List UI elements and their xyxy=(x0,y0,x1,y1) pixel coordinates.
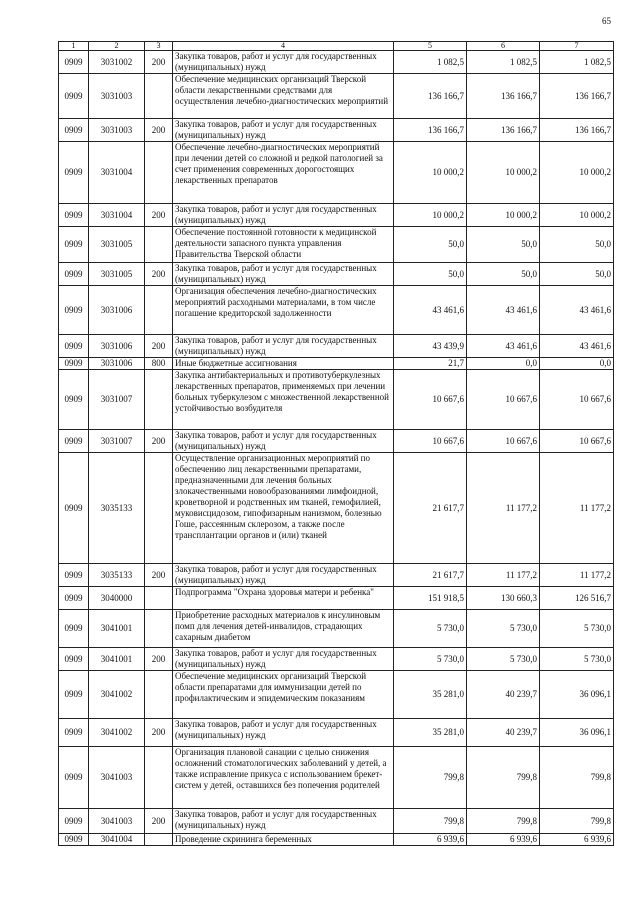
value-cell: 43 461,6 xyxy=(467,286,540,335)
table-header-row xyxy=(59,42,614,51)
value-cell: 35 281,0 xyxy=(394,671,467,719)
value-cell: 5 730,0 xyxy=(467,648,540,671)
value-cell: 10 000,2 xyxy=(394,142,467,204)
section-cell: 0909 xyxy=(59,671,89,719)
code-cell: 3041004 xyxy=(89,834,145,846)
table-row xyxy=(59,335,614,358)
value-cell: 6 939,6 xyxy=(394,834,467,846)
name-cell: Закупка товаров, работ и услуг для государственных (муниципальных) нужд xyxy=(173,648,394,671)
column-header: 3 xyxy=(145,42,173,51)
column-header: 2 xyxy=(89,42,145,51)
value-cell: 126 516,7 xyxy=(540,587,614,610)
table-row xyxy=(59,227,614,263)
name-cell: Закупка товаров, работ и услуг для государственных (муниципальных) нужд xyxy=(173,809,394,834)
value-cell: 136 166,7 xyxy=(467,119,540,142)
value-cell: 36 096,1 xyxy=(540,671,614,719)
value-cell: 43 461,6 xyxy=(467,335,540,358)
section-cell: 0909 xyxy=(59,358,89,370)
section-cell: 0909 xyxy=(59,564,89,587)
code-cell: 3041003 xyxy=(89,809,145,834)
value-cell: 50,0 xyxy=(540,227,614,263)
value-cell: 799,8 xyxy=(394,747,467,809)
code-cell: 3031006 xyxy=(89,286,145,335)
name-cell: Подпрограмма "Охрана здоровья матери и ребенка" xyxy=(173,587,394,610)
type-cell: 200 xyxy=(145,204,173,227)
type-cell xyxy=(145,671,173,719)
value-cell: 21,7 xyxy=(394,358,467,370)
value-cell: 10 000,2 xyxy=(394,204,467,227)
type-cell: 200 xyxy=(145,564,173,587)
table-row xyxy=(59,358,614,370)
type-cell: 200 xyxy=(145,430,173,453)
value-cell: 40 239,7 xyxy=(467,719,540,747)
code-cell: 3031003 xyxy=(89,119,145,142)
type-cell xyxy=(145,370,173,430)
name-cell: Закупка товаров, работ и услуг для государственных (муниципальных) нужд xyxy=(173,204,394,227)
section-cell: 0909 xyxy=(59,286,89,335)
section-cell: 0909 xyxy=(59,834,89,846)
value-cell: 136 166,7 xyxy=(394,119,467,142)
type-cell xyxy=(145,227,173,263)
section-cell: 0909 xyxy=(59,74,89,119)
table-row xyxy=(59,370,614,430)
section-cell: 0909 xyxy=(59,51,89,74)
code-cell: 3031006 xyxy=(89,358,145,370)
name-cell: Обеспечение медицинских организаций Тверской области лекарственными средствами для осуществления лечебно-диагностических мероприятий xyxy=(173,74,394,119)
value-cell: 10 667,6 xyxy=(540,430,614,453)
section-cell: 0909 xyxy=(59,370,89,430)
value-cell: 5 730,0 xyxy=(394,610,467,648)
table-row xyxy=(59,747,614,809)
table-row xyxy=(59,51,614,74)
section-cell: 0909 xyxy=(59,453,89,564)
value-cell: 799,8 xyxy=(540,809,614,834)
table-row xyxy=(59,430,614,453)
code-cell: 3041001 xyxy=(89,648,145,671)
value-cell: 10 667,6 xyxy=(394,370,467,430)
code-cell: 3031006 xyxy=(89,335,145,358)
value-cell: 1 082,5 xyxy=(540,51,614,74)
table-row xyxy=(59,142,614,204)
table-row xyxy=(59,809,614,834)
section-cell: 0909 xyxy=(59,747,89,809)
page-number: 65 xyxy=(602,16,611,26)
value-cell: 136 166,7 xyxy=(467,74,540,119)
value-cell: 799,8 xyxy=(540,747,614,809)
table-row xyxy=(59,564,614,587)
section-cell: 0909 xyxy=(59,335,89,358)
code-cell: 3035133 xyxy=(89,564,145,587)
value-cell: 10 000,2 xyxy=(467,204,540,227)
column-header: 1 xyxy=(59,42,89,51)
value-cell: 5 730,0 xyxy=(540,610,614,648)
type-cell: 800 xyxy=(145,358,173,370)
section-cell: 0909 xyxy=(59,227,89,263)
value-cell: 10 667,6 xyxy=(540,370,614,430)
column-header: 5 xyxy=(394,42,467,51)
name-cell: Закупка товаров, работ и услуг для государственных (муниципальных) нужд xyxy=(173,719,394,747)
value-cell: 799,8 xyxy=(467,747,540,809)
value-cell: 36 096,1 xyxy=(540,719,614,747)
code-cell: 3041002 xyxy=(89,671,145,719)
value-cell: 6 939,6 xyxy=(540,834,614,846)
value-cell: 5 730,0 xyxy=(467,610,540,648)
type-cell: 200 xyxy=(145,119,173,142)
name-cell: Проведение скрининга беременных xyxy=(173,834,394,846)
code-cell: 3040000 xyxy=(89,587,145,610)
value-cell: 130 660,3 xyxy=(467,587,540,610)
code-cell: 3031004 xyxy=(89,142,145,204)
name-cell: Закупка товаров, работ и услуг для государственных (муниципальных) нужд xyxy=(173,119,394,142)
code-cell: 3031007 xyxy=(89,430,145,453)
type-cell xyxy=(145,74,173,119)
column-header: 7 xyxy=(540,42,614,51)
name-cell: Обеспечение постоянной готовности к медицинской деятельности запасного пункта управления Правительства Тверской области xyxy=(173,227,394,263)
value-cell: 11 177,2 xyxy=(540,564,614,587)
code-cell: 3031004 xyxy=(89,204,145,227)
table-row xyxy=(59,834,614,846)
type-cell: 200 xyxy=(145,263,173,286)
value-cell: 0,0 xyxy=(467,358,540,370)
value-cell: 10 667,6 xyxy=(394,430,467,453)
code-cell: 3041001 xyxy=(89,610,145,648)
value-cell: 40 239,7 xyxy=(467,671,540,719)
value-cell: 136 166,7 xyxy=(540,119,614,142)
value-cell: 43 461,6 xyxy=(540,335,614,358)
value-cell: 50,0 xyxy=(540,263,614,286)
section-cell: 0909 xyxy=(59,648,89,671)
name-cell: Обеспечение медицинских организаций Тверской области препаратами для иммунизации детей по профилактическим и эпидемическим показаниям xyxy=(173,671,394,719)
value-cell: 21 617,7 xyxy=(394,564,467,587)
code-cell: 3031002 xyxy=(89,51,145,74)
value-cell: 35 281,0 xyxy=(394,719,467,747)
value-cell: 136 166,7 xyxy=(394,74,467,119)
section-cell: 0909 xyxy=(59,587,89,610)
name-cell: Организация плановой санации с целью снижения осложнений стоматологических заболеваний у детей, а также исправление прикуса с использованием брекет-систем у детей, оставшихся без попечения родителей xyxy=(173,747,394,809)
table-row xyxy=(59,648,614,671)
section-cell: 0909 xyxy=(59,119,89,142)
value-cell: 136 166,7 xyxy=(540,74,614,119)
name-cell: Закупка товаров, работ и услуг для государственных (муниципальных) нужд xyxy=(173,430,394,453)
value-cell: 21 617,7 xyxy=(394,453,467,564)
code-cell: 3031005 xyxy=(89,227,145,263)
code-cell: 3031003 xyxy=(89,74,145,119)
name-cell: Осуществление организационных мероприятий по обеспечению лиц лекарственными препаратами, предназначенными для лечения больных злокачественными новообразованиями лимфоидной, кроветворной и родственных им тканей, гемофилией, муковисцидозом, гипофизарным нанизмом, болезнью Гоше, рассеянным склерозом, а также после трансплантации органов и (или) тканей xyxy=(173,453,394,564)
name-cell: Приобретение расходных материалов к инсулиновым помп для лечения детей-инвалидов, страдающих сахарным диабетом xyxy=(173,610,394,648)
section-cell: 0909 xyxy=(59,142,89,204)
code-cell: 3031007 xyxy=(89,370,145,430)
value-cell: 50,0 xyxy=(394,227,467,263)
value-cell: 10 000,2 xyxy=(540,204,614,227)
value-cell: 43 461,6 xyxy=(394,286,467,335)
table-row xyxy=(59,74,614,119)
table-row xyxy=(59,286,614,335)
section-cell: 0909 xyxy=(59,263,89,286)
value-cell: 10 667,6 xyxy=(467,430,540,453)
table-row xyxy=(59,719,614,747)
value-cell: 0,0 xyxy=(540,358,614,370)
value-cell: 799,8 xyxy=(394,809,467,834)
code-cell: 3041002 xyxy=(89,719,145,747)
value-cell: 799,8 xyxy=(467,809,540,834)
value-cell: 50,0 xyxy=(467,227,540,263)
table-row xyxy=(59,263,614,286)
budget-table xyxy=(58,41,614,846)
type-cell: 200 xyxy=(145,648,173,671)
name-cell: Иные бюджетные ассигнования xyxy=(173,358,394,370)
value-cell: 43 439,9 xyxy=(394,335,467,358)
column-header: 4 xyxy=(173,42,394,51)
name-cell: Закупка товаров, работ и услуг для государственных (муниципальных) нужд xyxy=(173,564,394,587)
name-cell: Закупка товаров, работ и услуг для государственных (муниципальных) нужд xyxy=(173,51,394,74)
type-cell xyxy=(145,453,173,564)
type-cell: 200 xyxy=(145,51,173,74)
name-cell: Закупка товаров, работ и услуг для государственных (муниципальных) нужд xyxy=(173,263,394,286)
table-row xyxy=(59,671,614,719)
name-cell: Закупка товаров, работ и услуг для государственных (муниципальных) нужд xyxy=(173,335,394,358)
value-cell: 11 177,2 xyxy=(467,453,540,564)
name-cell: Организация обеспечения лечебно-диагностических мероприятий расходными материалами, в том числе погашение кредиторской задолженности xyxy=(173,286,394,335)
code-cell: 3041003 xyxy=(89,747,145,809)
type-cell xyxy=(145,747,173,809)
type-cell xyxy=(145,834,173,846)
name-cell: Закупка антибактериальных и противотуберкулезных лекарственных препаратов, применяемых при лечении больных туберкулезом с множественной лекарственной устойчивостью возбудителя xyxy=(173,370,394,430)
section-cell: 0909 xyxy=(59,430,89,453)
value-cell: 11 177,2 xyxy=(467,564,540,587)
value-cell: 1 082,5 xyxy=(394,51,467,74)
value-cell: 10 667,6 xyxy=(467,370,540,430)
type-cell: 200 xyxy=(145,809,173,834)
type-cell xyxy=(145,142,173,204)
type-cell xyxy=(145,587,173,610)
type-cell xyxy=(145,610,173,648)
type-cell: 200 xyxy=(145,335,173,358)
section-cell: 0909 xyxy=(59,719,89,747)
value-cell: 5 730,0 xyxy=(394,648,467,671)
value-cell: 10 000,2 xyxy=(467,142,540,204)
column-header: 6 xyxy=(467,42,540,51)
type-cell: 200 xyxy=(145,719,173,747)
value-cell: 10 000,2 xyxy=(540,142,614,204)
name-cell: Обеспечение лечебно-диагностических мероприятий при лечении детей со сложной и редкой патологией за счет применения современных дорогостоящих лекарственных препаратов xyxy=(173,142,394,204)
value-cell: 50,0 xyxy=(394,263,467,286)
section-cell: 0909 xyxy=(59,204,89,227)
value-cell: 6 939,6 xyxy=(467,834,540,846)
code-cell: 3031005 xyxy=(89,263,145,286)
value-cell: 11 177,2 xyxy=(540,453,614,564)
table-row xyxy=(59,119,614,142)
table-row xyxy=(59,204,614,227)
section-cell: 0909 xyxy=(59,610,89,648)
value-cell: 5 730,0 xyxy=(540,648,614,671)
value-cell: 1 082,5 xyxy=(467,51,540,74)
table-row xyxy=(59,453,614,564)
value-cell: 151 918,5 xyxy=(394,587,467,610)
table-row xyxy=(59,587,614,610)
code-cell: 3035133 xyxy=(89,453,145,564)
value-cell: 50,0 xyxy=(467,263,540,286)
value-cell: 43 461,6 xyxy=(540,286,614,335)
type-cell xyxy=(145,286,173,335)
section-cell: 0909 xyxy=(59,809,89,834)
table-row xyxy=(59,610,614,648)
